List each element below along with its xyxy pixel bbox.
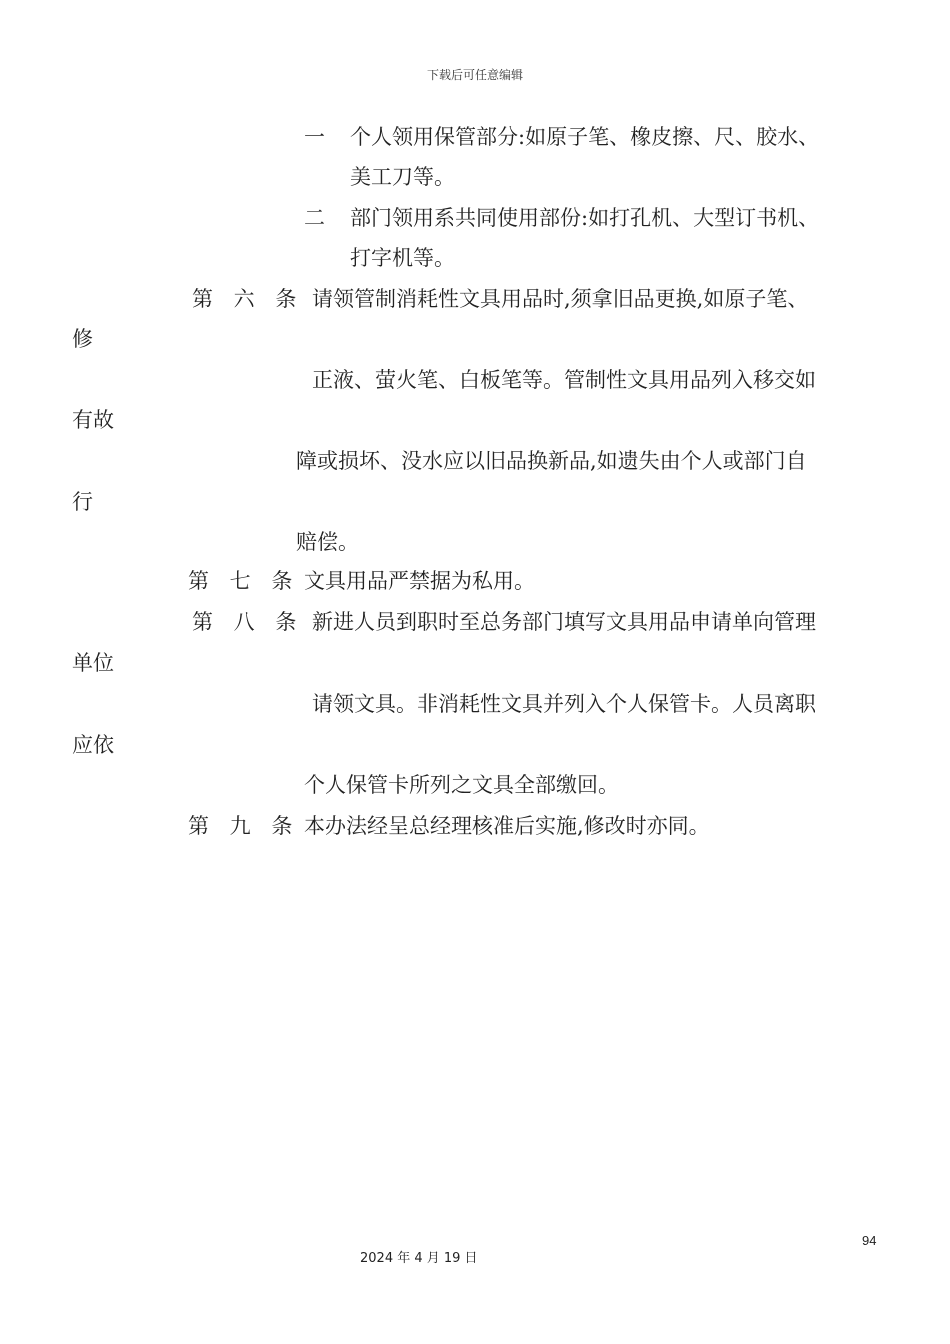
article-6-wrap-3: 行: [72, 490, 93, 514]
list-item-1-continuation: 美工刀等。: [350, 165, 455, 189]
article-9-label: [188, 812, 299, 840]
article-6-line-4: 赔偿。: [296, 530, 359, 554]
list-item-2-text: 部门领用系共同使用部份:如打孔机、大型订书机、: [350, 206, 820, 230]
article-8-line-2: 请领文具。非消耗性文具并列入个人保管卡。人员离职: [312, 692, 816, 716]
article-8-wrap-2: 应依: [72, 733, 114, 757]
article-label: 第 九 条: [188, 814, 300, 838]
page-header: 下载后可任意编辑: [426, 68, 523, 82]
article-8-wrap-1: 单位: [72, 651, 114, 675]
list-item-1: [304, 123, 325, 151]
article-7-line-1: 文具用品严禁据为私用。: [304, 569, 535, 593]
list-item-1-text: 个人领用保管部分:如原子笔、橡皮擦、尺、胶水、: [350, 125, 820, 149]
article-6-line-2: 正液、萤火笔、白板笔等。管制性文具用品列入移交如: [312, 368, 816, 392]
article-label: 第 七 条: [188, 569, 300, 593]
article-6-line-3: 障或损坏、没水应以旧品换新品,如遗失由个人或部门自: [296, 449, 807, 473]
list-item-2-continuation: 打字机等。: [350, 246, 455, 270]
article-6-line-1: 请领管制消耗性文具用品时,须拿旧品更换,如原子笔、: [312, 287, 809, 311]
article-label: 第 八 条: [192, 610, 304, 634]
article-8-line-3: 个人保管卡所列之文具全部缴回。: [304, 773, 619, 797]
article-6-wrap-1: 修: [72, 327, 93, 351]
page-number: 94: [862, 1233, 877, 1248]
footer-date: 2024 年 4 月 19 日: [360, 1251, 478, 1266]
article-7-label: [188, 567, 299, 595]
article-9-line-1: 本办法经呈总经理核准后实施,修改时亦同。: [304, 814, 710, 838]
list-item-2: [304, 204, 325, 232]
article-6-label: [192, 285, 303, 313]
list-item-number: 一: [304, 125, 325, 149]
list-item-number: 二: [304, 206, 325, 230]
article-8-line-1: 新进人员到职时至总务部门填写文具用品申请单向管理: [312, 610, 816, 634]
article-8-label: [192, 608, 303, 636]
article-6-wrap-2: 有故: [72, 408, 114, 432]
article-label: 第 六 条: [192, 287, 304, 311]
